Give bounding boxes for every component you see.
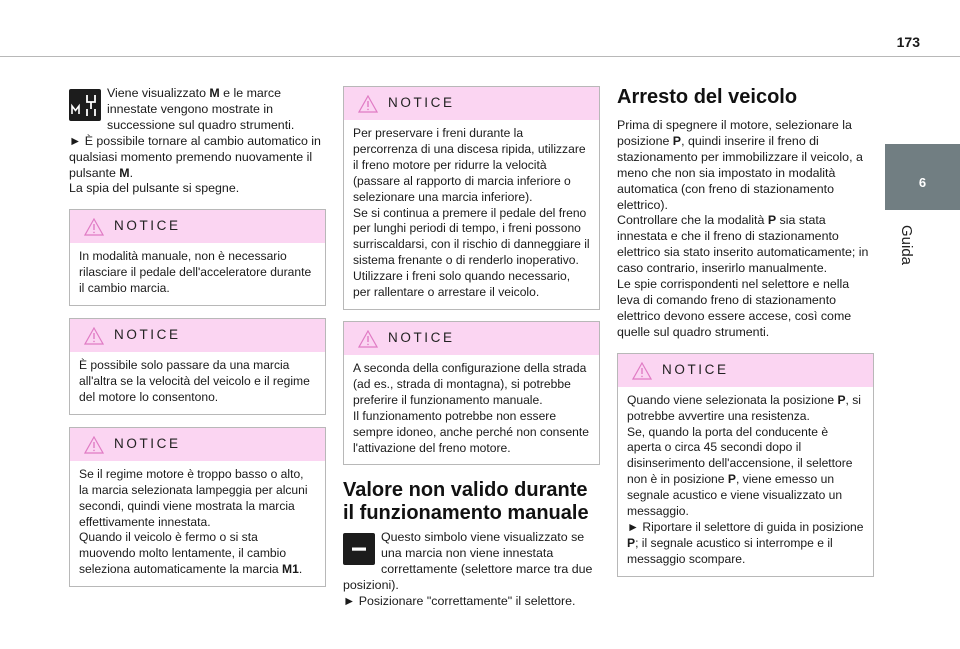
intro-line2-bold: M (119, 165, 130, 180)
paragraph-bold: P (672, 133, 682, 148)
notice-text: Quando il veicolo è fermo o si sta muovendo molto lentamente, il cambio seleziona automaticamente la marcia (79, 530, 287, 577)
notice-box (69, 209, 326, 306)
notice-text: Quando viene selezionata la posizione (627, 392, 838, 407)
notice-text-bold: P (727, 472, 736, 487)
intro-line3: La spia del pulsante si spegne. (69, 181, 240, 196)
page-number: 173 (896, 34, 920, 50)
notice-text-end: . (298, 562, 303, 577)
notice-body (618, 387, 873, 576)
notice-body (344, 355, 599, 464)
notice-box (69, 427, 326, 587)
chapter-label (885, 225, 925, 305)
chapter-tab-number: 6 (918, 175, 927, 190)
warning-icon (632, 362, 652, 380)
notice-text: , viene emesso un segnale acustico e viene visualizzato un messaggio. (627, 472, 843, 519)
notice-header (70, 319, 325, 352)
warning-icon (358, 95, 378, 113)
notice-text: Se il regime motore è troppo basso o alto, la marcia selezionata lampeggia per alcuni secondi, quindi viene mostrata la marcia effettivamente innestata. (79, 466, 308, 529)
notice-text: , si potrebbe avvertire una resistenza. (627, 392, 861, 423)
notice-title: NOTICE (388, 329, 455, 345)
section-bullet: ► Posizionare "correttamente" il selettore. (343, 594, 576, 609)
notice-text: Utilizzare i freni solo quando necessario, per rallentare o arrestare il veicolo. (353, 269, 571, 300)
intro-line2: ► È possibile tornare al cambio automatico in qualsiasi momento premendo nuovamente il pulsante (69, 133, 321, 180)
notice-box (343, 86, 600, 310)
notice-header (344, 322, 599, 355)
warning-icon (358, 330, 378, 348)
notice-text-bold: P (837, 392, 846, 407)
paragraph-text: sia stata innestata e che il freno di stazionamento elettrico sia stato inserito automaticamente; in caso contrario, inserirlo manualmente. (617, 213, 869, 276)
notice-header (70, 210, 325, 243)
paragraph-text: Le spie corrispondenti nel selettore e nella leva di comando freno di stazionamento elettrico devono essere accese, così come quelle sul quadro strumenti. (617, 277, 852, 339)
warning-icon (84, 436, 104, 454)
notice-text: Se, quando la porta del conducente è aperta o circa 45 secondi dopo il disinserimento dell'accensione, il selettore non è in posizione (627, 424, 853, 487)
column-3 (617, 86, 874, 577)
notice-title: NOTICE (114, 327, 181, 343)
notice-text-bold: P (627, 535, 636, 550)
notice-title: NOTICE (662, 361, 729, 377)
notice-text: Se si continua a premere il pedale del freno per lunghi periodi di tempo, i freni possono surriscaldarsi, con il rischio di danneggiare il sistema frenante o di renderlo inoperativo. (353, 205, 590, 268)
dash-symbol-icon (343, 533, 375, 565)
warning-icon (84, 327, 104, 345)
notice-text: Per preservare i freni durante la percorrenza di una discesa ripida, utilizzare il freno motore per ridurre la velocità (passare al rapporto di marcia inferiore o selezionare una marcia inferiore). (353, 126, 586, 204)
section-heading: Arresto del veicolo (617, 86, 798, 108)
stop-vehicle-text (617, 118, 874, 341)
notice-text: ; il segnale acustico si interrompe e il messaggio scompare. (627, 535, 833, 566)
notice-header (70, 428, 325, 461)
notice-header (618, 354, 873, 387)
intro-line2-end: . (129, 165, 134, 180)
paragraph-bold: P (767, 213, 777, 228)
notice-box (617, 353, 874, 577)
invalid-value-section (343, 530, 600, 610)
notice-text: Il funzionamento potrebbe non essere sempre idoneo, anche perché non consente l'attivazione del freno motore. (353, 408, 589, 455)
notice-header (344, 87, 599, 120)
paragraph-text: , quindi inserire il freno di stazionamento per immobilizzare il veicolo, a meno che non sia impostato in modalità automatica (con freno di stazionamento elettrico). (617, 133, 863, 212)
paragraph-text: Controllare che la modalità (617, 213, 768, 228)
header-divider (0, 56, 960, 57)
notice-box (69, 318, 326, 415)
paragraph-text: Prima di spegnere il motore, selezionare la posizione (617, 118, 852, 148)
notice-body: In modalità manuale, non è necessario rilasciare il pedale dell'acceleratore durante il cambio marcia. (79, 249, 312, 296)
section-heading: Valore non valido durante il funzionamento manuale (343, 479, 589, 525)
column-1 (69, 86, 326, 587)
notice-text-bold: M1 (282, 562, 299, 577)
manual-gear-icon (69, 89, 101, 121)
manual-mode-intro (69, 86, 326, 197)
intro-line1: Viene visualizzato (107, 86, 210, 100)
intro-line1-rest: e le marce innestate vengono mostrate in successione sul quadro strumenti. (107, 86, 295, 132)
notice-text: ► Riportare il selettore di guida in posizione (627, 519, 864, 534)
chapter-label-text: Guida (898, 225, 915, 266)
notice-title: NOTICE (388, 95, 455, 110)
notice-body (344, 120, 599, 309)
notice-box (343, 321, 600, 465)
warning-icon (84, 218, 104, 236)
notice-text: A seconda della configurazione della strada (ad es., strada di montagna), si potrebbe preferire il funzionamento manuale. (353, 360, 587, 407)
notice-title: NOTICE (114, 218, 181, 234)
notice-title: NOTICE (114, 435, 181, 451)
notice-body (70, 461, 325, 586)
column-2 (343, 86, 600, 610)
intro-line1-bold: M (209, 86, 220, 100)
section-text: Questo simbolo viene visualizzato se una marcia non viene innestata correttamente (selettore marce tra due posizioni). (343, 530, 593, 593)
notice-body: È possibile solo passare da una marcia all'altra se la velocità del veicolo e il regime del motore lo consentono. (79, 358, 310, 404)
